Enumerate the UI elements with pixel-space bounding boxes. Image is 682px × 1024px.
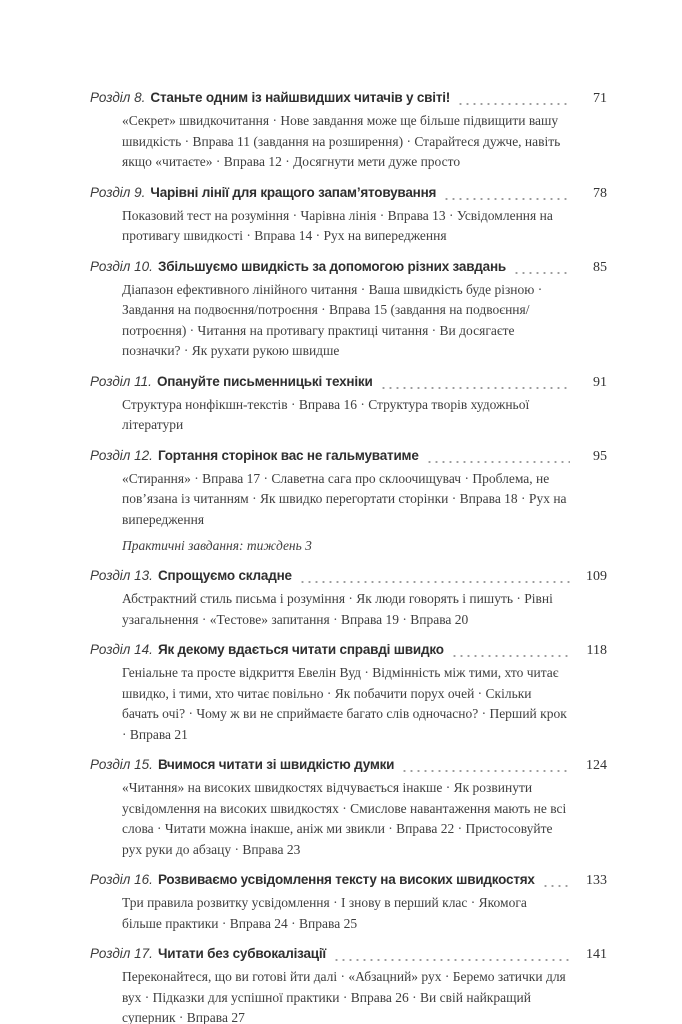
toc-entry — [90, 372, 607, 436]
chapter-topics: «Стирання» · Вправа 17 · Славетна сага про склоочищувач · Проблема, не пов’язана із читанням · Як швидко перегортати сторінки · Вправа 18 · Рух на випередження — [122, 470, 567, 527]
chapter-label: Розділ 14. — [90, 642, 153, 657]
chapter-topics: Геніальне та просте відкриття Евелін Вуд · Відмінність між тими, хто читає швидко, і тими, хто читає повільно · Як побачити порух очей · Скільки бачать очі? · Чому ж ви не сприймаєте багато слів одночасно? · Перший крок · Вправа 21 — [122, 665, 567, 742]
dotted-leader — [542, 885, 570, 887]
chapter-topics: Структура нонфікшн-текстів · Вправа 16 · Структура творів художньої літератури — [122, 396, 530, 432]
toc-entry — [90, 88, 607, 173]
chapter-title: Гортання сторінок вас не гальмуватиме — [157, 447, 419, 463]
chapter-topics: Діапазон ефективного лінійного читання · Ваша швидкість буде різною · Завдання на подвоєння/потроєння · Вправа 15 (завдання на подвоєння/потроєння) · Читання на противагу практиці читання · Ви досягаєте позначки? · Як рухати рукою швидше — [122, 281, 543, 358]
practice-note: Практичні завдання: тиждень 3 — [122, 538, 312, 553]
page-number: 91 — [593, 374, 607, 390]
chapter-title: Опануйте письменницькі техніки — [156, 373, 373, 389]
toc-entry-heading — [90, 944, 607, 965]
chapter-title: Читати без субвокалізації — [157, 946, 327, 961]
toc-entry — [90, 640, 607, 745]
page-number: 141 — [586, 947, 607, 962]
toc-entry-heading — [90, 257, 607, 278]
toc-entry — [90, 446, 607, 557]
page-number: 124 — [586, 758, 607, 773]
toc-entry-heading — [90, 566, 607, 587]
chapter-title: Розвиваємо усвідомлення тексту на високих швидкостях — [157, 872, 535, 887]
toc-entry-heading — [90, 372, 607, 393]
page-number: 133 — [586, 873, 607, 888]
dotted-leader — [380, 387, 570, 389]
chapter-title: Станьте одним із найшвидших читачів у світі! — [150, 90, 451, 105]
chapter-label: Розділ 10. — [90, 258, 153, 274]
chapter-label: Розділ 15. — [90, 757, 153, 772]
chapter-label: Розділ 13. — [90, 568, 153, 583]
chapter-topics: Показовий тест на розуміння · Чарівна лінія · Вправа 13 · Усвідомлення на противагу швидкості · Вправа 14 · Рух на випередження — [122, 207, 553, 243]
chapter-topics: «Читання» на високих швидкостях відчувається інакше · Як розвинути усвідомлення на високих швидкостях · Смислове навантаження мають не всі слова · Читати можна інакше, аніж ми звикли · Вправа 22 · Пристосовуйте рух руки до абзацу · Вправа 23 — [122, 780, 567, 857]
dotted-leader — [426, 461, 570, 463]
toc-entry — [90, 257, 607, 362]
toc-entry — [90, 183, 607, 247]
dotted-leader — [513, 272, 570, 274]
page-number: 78 — [593, 185, 607, 201]
chapter-label: Розділ 16. — [90, 872, 153, 887]
chapter-topics: Три правила розвитку усвідомлення · І знову в перший клас · Якомога більше практики · Вправа 24 · Вправа 25 — [122, 895, 527, 931]
chapter-title: Збільшуємо швидкість за допомогою різних завдань — [157, 258, 507, 274]
toc-entry-heading — [90, 870, 607, 891]
toc-entry — [90, 755, 607, 860]
table-of-contents — [90, 88, 607, 1024]
toc-entry — [90, 566, 607, 630]
toc-entry — [90, 870, 607, 934]
toc-entry-heading — [90, 183, 607, 204]
chapter-topics: «Секрет» швидкочитання · Нове завдання може ще більше підвищити вашу швидкість · Вправа 11 (завдання на розширення) · Старайтеся дужче, навіть якщо «читаєте» · Вправа 12 · Досягнути мети дуже просто — [122, 113, 561, 169]
chapter-title: Чарівні лінії для кращого запам’ятовування — [150, 184, 437, 200]
page-number: 95 — [593, 448, 607, 464]
chapter-label: Розділ 12. — [90, 447, 153, 463]
toc-entry-heading — [90, 755, 607, 776]
dotted-leader — [443, 198, 570, 200]
page-number: 109 — [586, 569, 607, 584]
chapter-label: Розділ 8. — [90, 90, 146, 105]
dotted-leader — [451, 655, 570, 657]
dotted-leader — [401, 770, 570, 772]
toc-entry-heading — [90, 88, 607, 109]
chapter-label: Розділ 17. — [90, 946, 153, 961]
chapter-title: Спрощуємо складне — [157, 568, 292, 583]
dotted-leader — [299, 581, 570, 583]
chapter-topics: Абстрактний стиль письма і розуміння · Як люди говорять і пишуть · Рівні узагальнення · «Тестове» запитання · Вправа 19 · Вправа 20 — [122, 591, 553, 627]
dotted-leader — [333, 959, 570, 961]
chapter-topics: Переконайтеся, що ви готові йти далі · «Абзацний» рух · Беремо затички для вух · Підказки для успішної практики · Вправа 26 · Ви свій найкращий суперник · Вправа 27 — [122, 969, 566, 1024]
page-number: 118 — [586, 643, 607, 658]
toc-entry — [90, 944, 607, 1024]
page-number: 85 — [593, 259, 607, 275]
toc-entry-heading — [90, 446, 607, 467]
chapter-label: Розділ 11. — [90, 373, 152, 389]
chapter-title: Як декому вдається читати справді швидко — [157, 642, 444, 657]
toc-entry-heading — [90, 640, 607, 661]
dotted-leader — [457, 103, 570, 105]
page-number: 71 — [593, 91, 607, 106]
chapter-title: Вчимося читати зі швидкістю думки — [157, 757, 395, 772]
chapter-label: Розділ 9. — [90, 184, 146, 200]
